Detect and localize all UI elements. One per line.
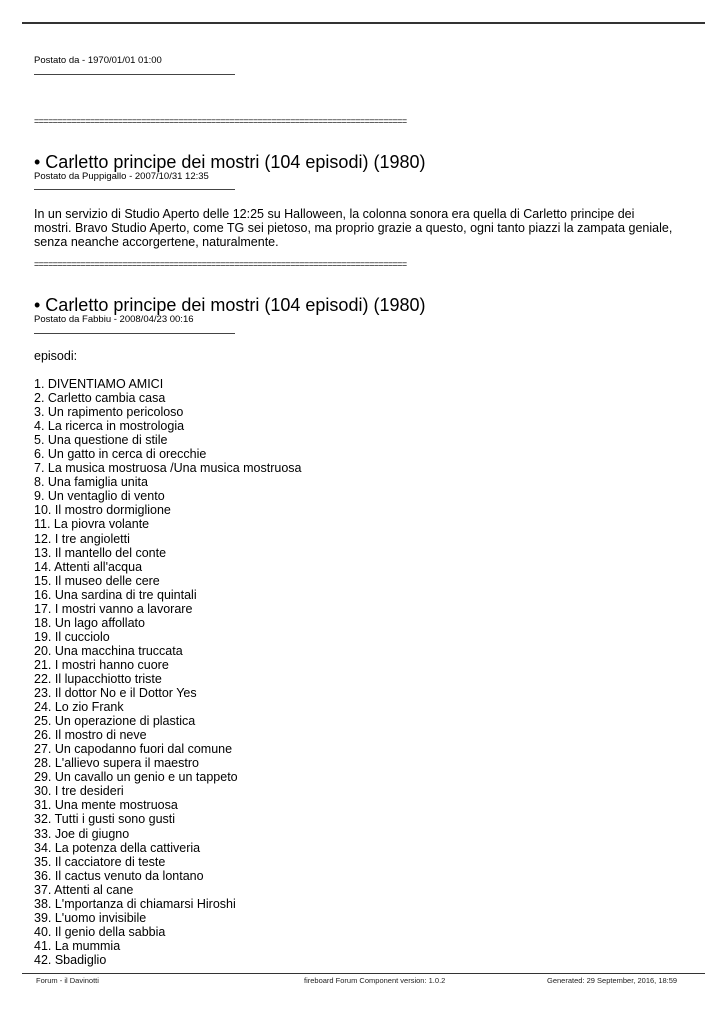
episode-item: 13. Il mantello del conte [34, 545, 167, 560]
post-divider [34, 74, 235, 75]
episode-item: 38. L'mportanza di chiamarsi Hiroshi [34, 896, 236, 911]
episode-item: 34. La potenza della cattiveria [34, 840, 201, 855]
episode-item: 33. Joe di giugno [34, 826, 130, 841]
episode-item: 17. I mostri vanno a lavorare [34, 601, 193, 616]
episode-item: 10. Il mostro dormiglione [34, 503, 171, 518]
episode-item: 35. Il cacciatore di teste [34, 854, 166, 869]
post-title: • Carletto principe dei mostri (104 episodi) (1980) [34, 152, 426, 172]
post-separator: ================================================================================ [34, 116, 407, 126]
episode-item: 5. Una questione di stile [34, 433, 168, 448]
episode-item: 24. Lo zio Frank [34, 700, 124, 715]
post-meta: Postato da Fabbiu - 2008/04/23 00:16 [34, 314, 194, 325]
episode-item: 39. L'uomo invisibile [34, 910, 147, 925]
episode-item: 42. Sbadiglio [34, 952, 107, 967]
footer-component: fireboard Forum Component version: 1.0.2 [304, 976, 446, 985]
episode-item: 12. I tre angioletti [34, 531, 130, 546]
episode-item: 20. Una macchina truccata [34, 643, 183, 658]
episode-item: 30. I tre desideri [34, 784, 124, 799]
episode-item: 9. Un ventaglio di vento [34, 489, 165, 504]
episode-item: 41. La mummia [34, 938, 121, 953]
episode-item: 18. Un lago affollato [34, 615, 145, 630]
footer-divider [22, 973, 705, 974]
episode-item: 29. Un cavallo un genio e un tappeto [34, 770, 238, 785]
episode-item: 1. DIVENTIAMO AMICI [34, 377, 164, 391]
top-divider [22, 22, 705, 24]
episode-item: 25. Un operazione di plastica [34, 714, 196, 729]
post-meta: Postato da Puppigallo - 2007/10/31 12:35 [34, 171, 209, 182]
episode-item: 23. Il dottor No e il Dottor Yes [34, 686, 197, 701]
episode-item: 22. Il lupacchiotto triste [34, 671, 162, 686]
post-separator: ================================================================================ [34, 259, 407, 269]
episode-item: 37. Attenti al cane [34, 882, 134, 897]
episode-item: 2. Carletto cambia casa [34, 391, 166, 406]
episode-item: 3. Un rapimento pericoloso [34, 405, 184, 420]
episode-item: 36. Il cactus venuto da lontano [34, 868, 204, 883]
episode-item: 6. Un gatto in cerca di orecchie [34, 447, 207, 462]
post-meta: Postato da - 1970/01/01 01:00 [34, 55, 162, 66]
post-divider [34, 333, 235, 334]
footer-site: Forum - il Davinotti [36, 976, 99, 985]
footer-generated: Generated: 29 September, 2016, 18:59 [547, 976, 678, 985]
episode-item: 11. La piovra volante [34, 517, 150, 532]
episode-item: 14. Attenti all'acqua [34, 559, 143, 574]
episode-item: 21. I mostri hanno cuore [34, 657, 169, 672]
post-body-text: In un servizio di Studio Aperto delle 12:25 su Halloween, la colonna sonora era quella di Carletto principe dei mostri. Bravo Studio Aperto, come TG sei pietoso, ma proprio grazie a questo, ogni tanto piazzi la zampata geniale, senza neanche accorgertene, naturalmente. [34, 207, 673, 249]
episode-item: 16. Una sardina di tre quintali [34, 587, 197, 602]
episode-item: 19. Il cucciolo [34, 629, 110, 644]
episode-item: 8. Una famiglia unita [34, 475, 148, 490]
episode-item: 15. Il museo delle cere [34, 573, 160, 588]
post-divider [34, 189, 235, 190]
episodes-label: episodi: [34, 349, 78, 363]
episode-item: 26. Il mostro di neve [34, 728, 147, 743]
episode-item: 32. Tutti i gusti sono gusti [34, 812, 176, 827]
episode-item: 7. La musica mostruosa /Una musica mostruosa [34, 461, 302, 476]
episode-list [34, 377, 301, 967]
episode-item: 27. Un capodanno fuori dal comune [34, 742, 233, 757]
episode-item: 31. Una mente mostruosa [34, 798, 178, 813]
episode-item: 4. La ricerca in mostrologia [34, 419, 185, 434]
episode-item: 40. Il genio della sabbia [34, 924, 166, 939]
post-body [34, 207, 674, 249]
post-title: • Carletto principe dei mostri (104 episodi) (1980) [34, 295, 426, 315]
episode-item: 28. L'allievo supera il maestro [34, 756, 199, 771]
